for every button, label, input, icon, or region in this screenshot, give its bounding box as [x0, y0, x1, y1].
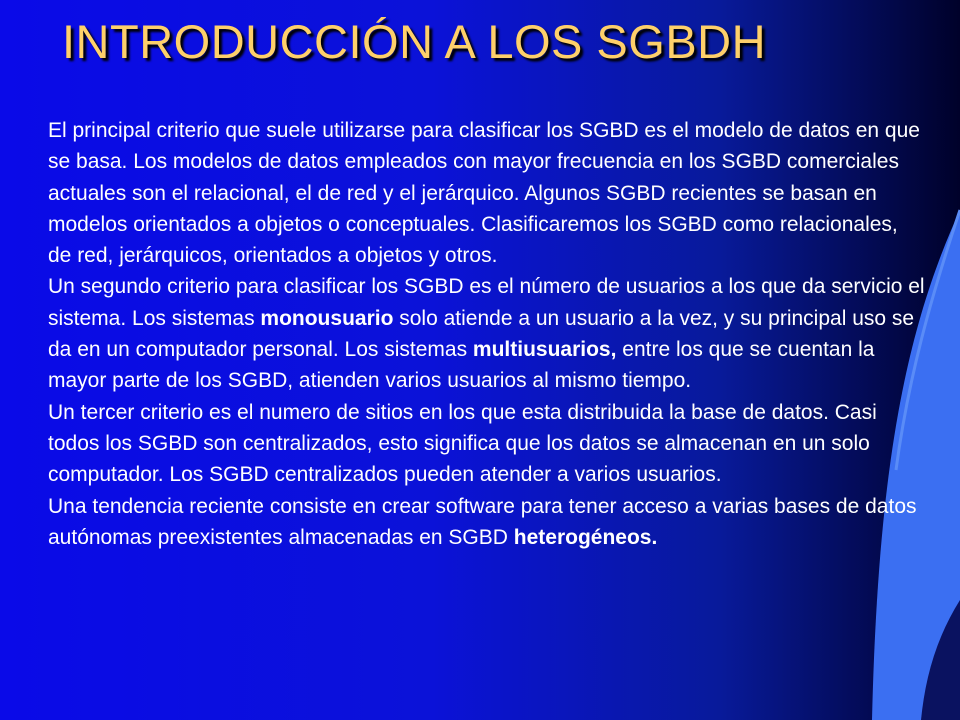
paragraph-text: entre los que se cuentan la mayor parte de los SGBD, atienden varios usuarios al mismo tiempo. — [48, 338, 875, 393]
paragraph-text: solo atiende a un usuario a la vez, y su principal uso se da en un computador personal. Los sistemas — [48, 306, 915, 362]
term-heterogeneos: heterogéneos. — [513, 525, 658, 549]
term-multiusuarios: multiusuarios, — [472, 338, 617, 362]
slide-body — [48, 115, 926, 553]
paragraph-users-criterion — [48, 271, 926, 396]
term-monousuario: monousuario — [260, 306, 394, 330]
slide-title: INTRODUCCIÓN A LOS SGBDH — [62, 15, 767, 68]
paragraph-text: Una tendencia reciente consiste en crear software para tener acceso a varias bases de datos autónomas preexistentes almacenadas en SGBD — [48, 494, 917, 549]
paragraph-sites-criterion: Un tercer criterio es el numero de sitios en los que esta distribuida la base de datos. Casi todos los SGBD son centralizados, esto significa que los datos se almacenan en un solo computador. Los SGBD centralizados pueden atender a varios usuarios. — [48, 400, 877, 487]
paragraph-text: Un segundo criterio para clasificar los SGBD es el número de usuarios a los que da servicio el sistema. Los sistemas — [48, 275, 925, 330]
paragraph-data-model-criterion: El principal criterio que suele utilizarse para clasificar los SGBD es el modelo de datos en que se basa. Los modelos de datos empleados con mayor frecuencia en los SGBD comerciales actuales son el relacional, el de red y el jerárquico. Algunos SGBD recientes se basan en modelos orientados a objetos o conceptuales. Clasificaremos los SGBD como relacionales, de red, jerárquicos, orientados a objetos y otros. — [48, 119, 920, 268]
paragraph-heterogeneous-trend — [48, 491, 926, 554]
